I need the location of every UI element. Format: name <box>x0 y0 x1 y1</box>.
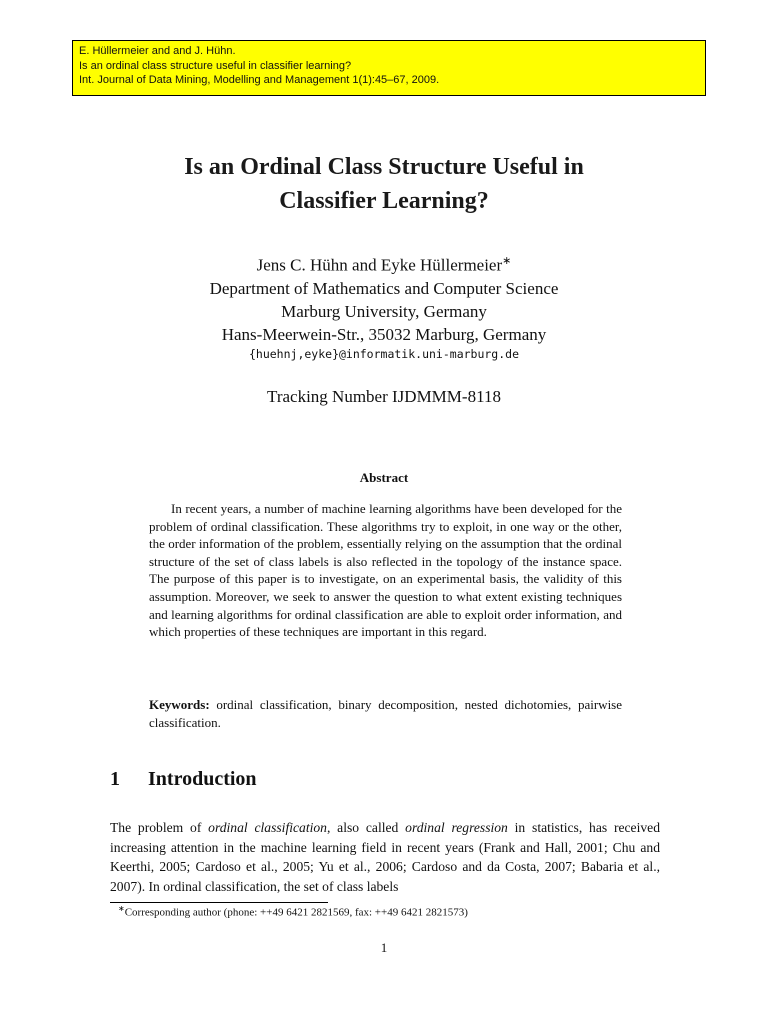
paper-title <box>0 150 768 218</box>
keywords <box>149 696 622 731</box>
citation-box <box>72 40 706 96</box>
title-line-2: Classifier Learning? <box>279 188 489 214</box>
section-number: 1 <box>110 768 120 790</box>
intro-text-2: , also called <box>326 820 406 835</box>
abstract-heading: Abstract <box>359 470 409 485</box>
author-address: Hans-Meerwein-Str., 35032 Marburg, Germany <box>221 324 547 344</box>
section-heading <box>110 768 257 791</box>
title-line-1: Is an Ordinal Class Structure Useful in <box>184 154 584 180</box>
footnote-mark: ∗ <box>118 904 125 913</box>
intro-text-1: The problem of <box>110 820 209 835</box>
author-department: Department of Mathematics and Computer Science <box>209 278 559 298</box>
tracking-number: Tracking Number IJDMMM-8118 <box>267 387 501 406</box>
author-university: Marburg University, Germany <box>281 301 487 321</box>
abstract-text: In recent years, a number of machine learning algorithms have been developed for the problem of ordinal classification. These algorithms try to exploit, in one way or the other, the order information of the problem, essentially relying on the assumption that the ordinal structure of the set of class labels is also reflected in the topology of the instance space. The purpose of this paper is to investigate, on an experimental basis, the validity of this assumption. Moreover, we seek to answer the question to what extent existing techniques and learning algorithms for ordinal classification are able to exploit order information, and which properties of these techniques are important in this regard. <box>149 501 622 640</box>
intro-emphasis-1: ordinal classification <box>208 820 327 835</box>
page-number: 1 <box>380 940 388 955</box>
section-title: Introduction <box>148 768 257 790</box>
keywords-label: Keywords: <box>149 697 210 712</box>
citation-title: Is an ordinal class structure useful in classifier learning? <box>79 59 352 72</box>
intro-emphasis-2: ordinal regression <box>405 820 508 835</box>
author-names: Jens C. Hühn and Eyke Hüllermeier <box>256 255 503 275</box>
footnote <box>118 904 468 919</box>
keywords-text: ordinal classification, binary decomposition, nested dichotomies, pairwise classification. <box>149 697 623 730</box>
author-footnote-mark: ∗ <box>502 255 512 267</box>
footnote-rule <box>110 902 328 903</box>
author-block <box>0 250 768 346</box>
citation-journal: Int. Journal of Data Mining, Modelling and Management 1(1):45–67, 2009. <box>79 74 440 86</box>
footnote-text: Corresponding author (phone: ++49 6421 2821569, fax: ++49 6421 2821573) <box>124 906 468 919</box>
author-email: {huehnj,eyke}@informatik.uni-marburg.de <box>248 347 520 361</box>
intro-paragraph <box>110 818 660 896</box>
citation-authors: E. Hüllermeier and and J. Hühn. <box>79 45 236 57</box>
author-names-line <box>0 250 768 277</box>
intro-text-3: in statistics, has received increasing attention in the machine learning field in recent years (Frank and Hall, 2001; Chu and Keerthi, 2005; Cardoso et al., 2005; Yu et al., 2006; Cardoso and da Costa, 2007; Babaria et al., 2007). In ordinal classification, the set of class labels <box>110 820 660 894</box>
